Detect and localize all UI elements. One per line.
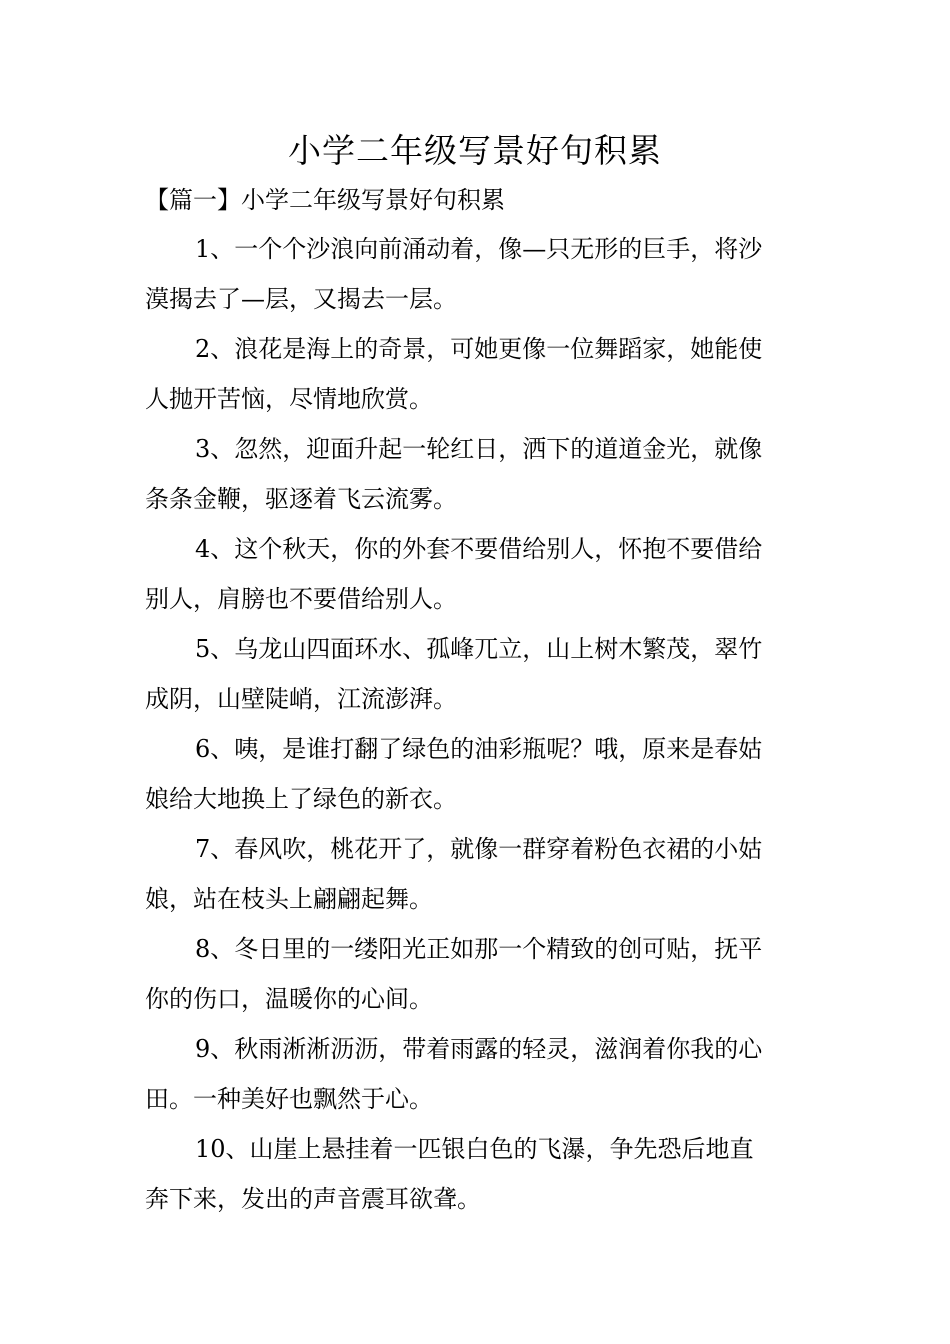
paragraph-line: 8、冬日里的一缕阳光正如那一个精致的创可贴，抚平 — [195, 935, 763, 963]
paragraph-line: 1、一个个沙浪向前涌动着，像—只无形的巨手，将沙 — [195, 235, 763, 263]
paragraph-line: 9、秋雨淅淅沥沥，带着雨露的轻灵，滋润着你我的心 — [195, 1035, 763, 1063]
paragraph-line: 4、这个秋天，你的外套不要借给别人，怀抱不要借给 — [195, 535, 763, 563]
paragraph-line: 7、春风吹，桃花开了，就像一群穿着粉色衣裙的小姑 — [195, 835, 763, 863]
page-title: 小学二年级写景好句积累 — [288, 131, 662, 170]
sentence-paragraph-6 — [145, 724, 815, 824]
sentence-paragraph-5 — [145, 624, 815, 724]
paragraph-line: 10、山崖上悬挂着一匹银白色的飞瀑，争先恐后地直 — [195, 1135, 754, 1163]
sentence-paragraph-1 — [145, 224, 815, 324]
sentence-paragraph-2 — [145, 324, 815, 424]
sentence-paragraph-10 — [145, 1124, 815, 1224]
sentence-paragraph-3 — [145, 424, 815, 524]
paragraph-line: 你的伤口，温暖你的心间。 — [145, 985, 433, 1013]
sentence-paragraph-4 — [145, 524, 815, 624]
sentence-paragraph-7 — [145, 824, 815, 924]
paragraph-line: 田。一种美好也飘然于心。 — [145, 1085, 433, 1113]
sentence-paragraph-9 — [145, 1024, 815, 1124]
paragraph-line: 2、浪花是海上的奇景，可她更像一位舞蹈家，她能使 — [195, 335, 763, 363]
paragraph-line: 娘给大地换上了绿色的新衣。 — [145, 785, 457, 813]
paragraph-line: 人抛开苦恼，尽情地欣赏。 — [145, 385, 433, 413]
section-heading: 【篇一】小学二年级写景好句积累 — [145, 186, 505, 214]
paragraph-line: 别人，肩膀也不要借给别人。 — [145, 585, 457, 613]
paragraph-line: 成阴，山壁陡峭，江流澎湃。 — [145, 685, 457, 713]
paragraph-line: 5、乌龙山四面环水、孤峰兀立，山上树木繁茂，翠竹 — [195, 635, 763, 663]
paragraph-line: 条条金鞭，驱逐着飞云流雾。 — [145, 485, 457, 513]
paragraph-line: 奔下来，发出的声音震耳欲聋。 — [145, 1185, 481, 1213]
paragraph-line: 3、忽然，迎面升起一轮红日，洒下的道道金光，就像 — [195, 435, 763, 463]
paragraph-line: 娘，站在枝头上翩翩起舞。 — [145, 885, 433, 913]
paragraph-line: 6、咦，是谁打翻了绿色的油彩瓶呢？哦，原来是春姑 — [195, 735, 763, 763]
paragraph-line: 漠揭去了—层，又揭去一层。 — [145, 285, 457, 313]
sentence-paragraph-8 — [145, 924, 815, 1024]
